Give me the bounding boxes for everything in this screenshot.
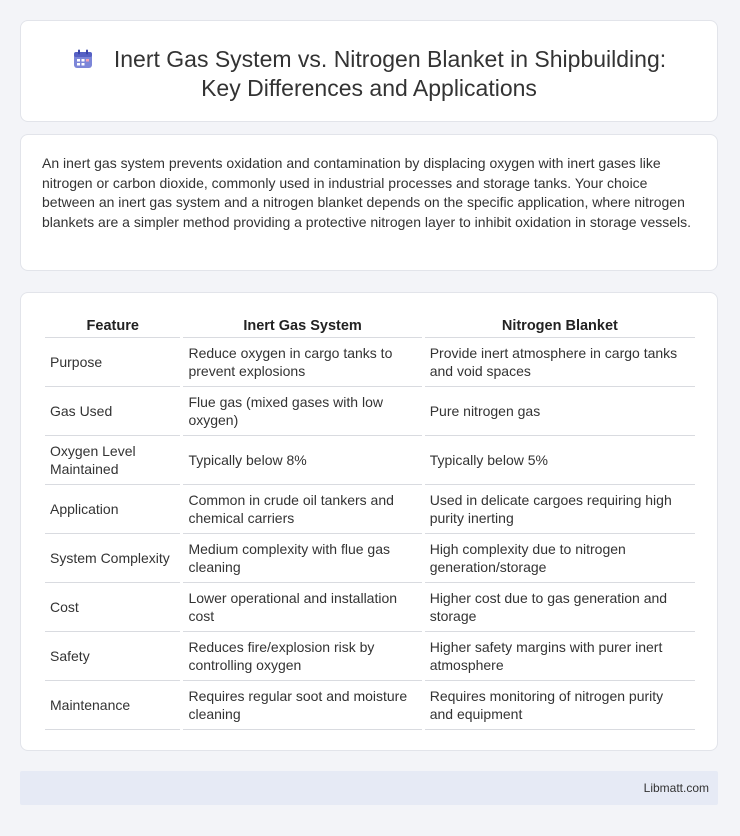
nitrogen-cell: Higher safety margins with purer inert atmosphere (425, 632, 695, 681)
feature-cell: Safety (45, 632, 180, 681)
table-row (45, 681, 695, 730)
nitrogen-cell: Pure nitrogen gas (425, 387, 695, 436)
nitrogen-cell: Used in delicate cargoes requiring high purity inerting (425, 485, 695, 534)
calendar-icon (72, 48, 94, 70)
page-title (21, 45, 717, 103)
comparison-card (20, 292, 718, 751)
intro-card (20, 134, 718, 271)
title-card (20, 20, 718, 122)
intro-paragraph: An inert gas system prevents oxidation and contamination by displacing oxygen with inert gases like nitrogen or carbon dioxide, commonly used in industrial processes and storage tanks. Your choice between an inert gas system and a nitrogen blanket depends on the specific application, where nitrogen blankets are a simpler method providing a protective nitrogen layer to inhibit oxidation in storage vessels. (42, 155, 692, 230)
table-row (45, 632, 695, 681)
table-row (45, 583, 695, 632)
inert-gas-cell: Requires regular soot and moisture cleaning (183, 681, 421, 730)
footer-site-link[interactable]: Libmatt.com (643, 781, 709, 795)
feature-cell: Oxygen Level Maintained (45, 436, 180, 485)
nitrogen-cell: Higher cost due to gas generation and storage (425, 583, 695, 632)
nitrogen-cell: Requires monitoring of nitrogen purity and equipment (425, 681, 695, 730)
header-feature: Feature (45, 315, 180, 338)
feature-cell: Purpose (45, 338, 180, 387)
inert-gas-cell: Lower operational and installation cost (183, 583, 421, 632)
comparison-table (42, 315, 698, 730)
table-header-row (45, 315, 695, 338)
table-row (45, 338, 695, 387)
feature-cell: Application (45, 485, 180, 534)
table-row (45, 436, 695, 485)
inert-gas-cell: Typically below 8% (183, 436, 421, 485)
inert-gas-cell: Reduces fire/explosion risk by controlling oxygen (183, 632, 421, 681)
feature-cell: Gas Used (45, 387, 180, 436)
inert-gas-cell: Common in crude oil tankers and chemical carriers (183, 485, 421, 534)
nitrogen-cell: Typically below 5% (425, 436, 695, 485)
title-line-2: Key Differences and Applications (201, 75, 537, 101)
inert-gas-cell: Flue gas (mixed gases with low oxygen) (183, 387, 421, 436)
footer-bar (20, 771, 718, 805)
header-nitrogen-blanket: Nitrogen Blanket (425, 315, 695, 338)
feature-cell: Cost (45, 583, 180, 632)
nitrogen-cell: High complexity due to nitrogen generation/storage (425, 534, 695, 583)
table-row (45, 485, 695, 534)
inert-gas-cell: Medium complexity with flue gas cleaning (183, 534, 421, 583)
table-row (45, 387, 695, 436)
feature-cell: Maintenance (45, 681, 180, 730)
header-inert-gas-system: Inert Gas System (183, 315, 421, 338)
nitrogen-cell: Provide inert atmosphere in cargo tanks and void spaces (425, 338, 695, 387)
table-row (45, 534, 695, 583)
feature-cell: System Complexity (45, 534, 180, 583)
title-line-1: Inert Gas System vs. Nitrogen Blanket in Shipbuilding: (113, 46, 667, 72)
inert-gas-cell: Reduce oxygen in cargo tanks to prevent explosions (183, 338, 421, 387)
